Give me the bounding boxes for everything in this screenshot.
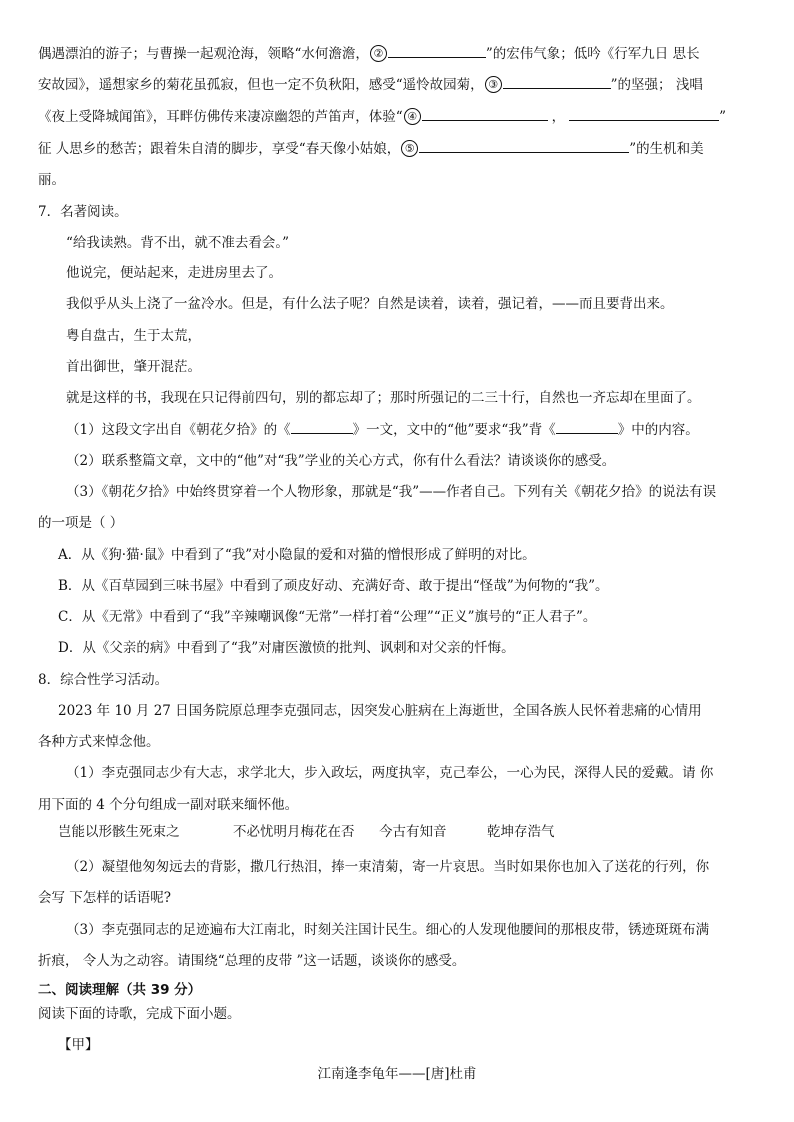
q8-sub2-cont: 会写 下怎样的话语呢? [38,890,172,906]
q7-passage-line: 首出御世，肇开混茫。 [66,359,201,375]
blank-number-2: ② [370,45,387,62]
section-heading: 二、阅读理解（共 39 分） [38,982,202,998]
q8-heading: 8．综合性学习活动。 [38,672,169,688]
answer-blank-q7-1b[interactable] [556,419,618,434]
q6-text: 安故园》，遥想家乡的菊花虽孤寂，但也一定不负秋阳，感受“遥怜故园菊， [38,77,484,93]
answer-blank-5[interactable] [419,138,629,153]
q6-line-3 [38,106,756,127]
couplet-clause: 今古有知音 [379,824,447,840]
section-instructions: 阅读下面的诗歌，完成下面小题。 [38,1006,241,1022]
q8-sub3: （3）李克强同志的足迹遍布大江南北，时刻关注国计民生。细心的人发现他腰间的那根皮带，锈迹斑斑布满 [66,922,710,938]
q6-line-5: 丽。 [38,172,65,188]
q7-option-b[interactable]: B．从《百草园到三味书屋》中看到了顽皮好动、充满好奇、敢于提出“怪哉”为何物的“我”。 [58,578,609,594]
q6-line-4 [38,138,756,159]
q7-heading: 7．名著阅读。 [38,204,128,220]
answer-blank-q7-1a[interactable] [291,419,353,434]
answer-blank-2[interactable] [388,43,486,58]
blank-number-4: ④ [404,108,421,125]
q7-option-c[interactable]: C．从《无常》中看到了“我”辛辣嘲讽像“无常”一样打着“公理”“正义”旗号的“正人君子”。 [58,609,597,625]
q6-line-2 [38,74,756,95]
answer-blank-4b[interactable] [569,106,719,121]
couplet-clauses [58,822,587,842]
q7-option-a[interactable]: A．从《狗·猫·鼠》中看到了“我”对小隐鼠的爱和对猫的憎恨形成了鲜明的对比。 [58,547,536,563]
blank-number-5: ⑤ [401,140,418,157]
q7-passage-line: 他说完，便站起来，走进房里去了。 [66,265,282,281]
q7-passage-line: 粤自盘古，生于太荒， [66,328,201,344]
q6-line-1 [38,43,756,64]
q8-sub3-cont: 折痕， 令人为之动容。请围绕“总理的皮带 ”这一话题，谈谈你的感受。 [38,953,466,969]
poem-title: 江南逢李龟年——[唐]杜甫 [317,1066,477,1082]
q7-sub2: （2）联系整篇文章，文中的“他”对“我”学业的关心方式，你有什么看法？请谈谈你的感受。 [66,453,616,469]
answer-blank-3[interactable] [503,74,611,89]
blank-number-3: ③ [485,76,502,93]
q7-sub1-text: （1）这段文字出自《朝花夕拾》的《 [66,422,291,438]
q6-text: ， [551,109,566,125]
q7-passage-line: 就是这样的书，我现在只记得前四句，别的都忘却了；那时所强记的二三十行，自然也一齐忘却在里面了。 [66,390,701,406]
q7-sub3: （3）《朝花夕拾》中始终贯穿着一个人物形象，那就是“我”——作者自己。下列有关《朝花夕拾》的说法有误 [66,484,717,500]
q8-intro-line: 2023 年 10 月 27 日国务院原总理李克强同志，因突发心脏病在上海逝世，全国各族人民怀着悲痛的心情用 [58,703,702,719]
q6-text: 征 人思乡的愁苦；跟着朱自清的脚步，享受“春天像小姑娘， [38,141,401,157]
q6-text: ”的宏伟气象；低吟《行军九日 思长 [485,46,700,62]
q6-text: ”的坚强； 浅唱 [610,77,703,93]
q7-option-d[interactable]: D．从《父亲的病》中看到了“我”对庸医激愤的批判、讽刺和对父亲的忏悔。 [58,640,515,656]
couplet-clause: 不必忧明月梅花在否 [233,824,355,840]
couplet-clause: 乾坤存浩气 [487,824,555,840]
q6-text: 偶遇漂泊的游子；与曹操一起观沧海，领略“水何澹澹， [38,46,369,62]
q6-text: ”的生机和美 [629,141,704,157]
answer-blank-4a[interactable] [422,106,548,121]
q8-sub2: （2）凝望他匆匆远去的背影，撒几行热泪，捧一束清菊，寄一片哀思。当时如果你也加入了送花的行列，你 [66,859,710,875]
q6-text: 《夜上受降城闻笛》，耳畔仿佛传来凄凉幽怨的芦笛声，体验“ [38,109,403,125]
q7-sub1-text: 》中的内容。 [617,422,699,438]
q7-passage-line: “给我读熟。背不出，就不准去看会。” [66,235,290,251]
q7-sub1 [66,419,756,440]
q7-passage-line: 我似乎从头上浇了一盆冷水。但是，有什么法子呢？自然是读着，读着，强记着，——而且要背出来。 [66,296,674,312]
q7-sub3-cont: 的一项是（ ） [38,515,124,531]
q7-sub1-text: 》一文，文中的“他”要求“我”背《 [352,422,556,438]
q8-intro-line: 各种方式来悼念他。 [38,734,160,750]
q8-sub1-cont: 用下面的 4 个分句组成一副对联来缅怀他。 [38,797,299,813]
couplet-clause: 岂能以形骸生死束之 [58,824,180,840]
q8-sub1: （1）李克强同志少有大志，求学北大，步入政坛，两度执宰，克己奉公，一心为民，深得人民的爱戴。请 你 [66,765,714,781]
q6-text: ” [719,109,727,125]
passage-tag: 【甲】 [58,1037,99,1053]
